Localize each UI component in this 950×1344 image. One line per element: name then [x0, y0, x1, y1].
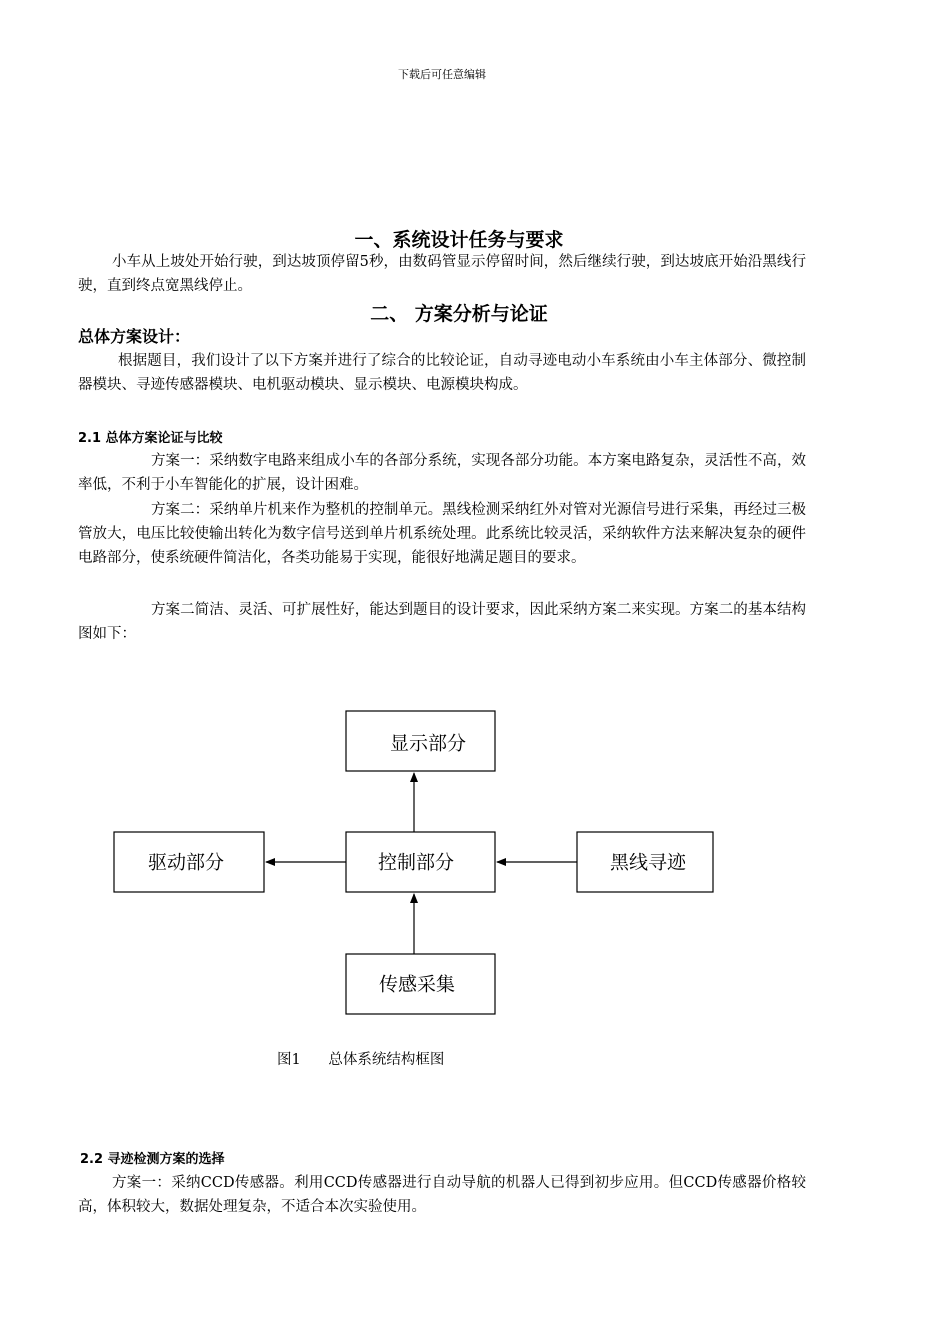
- sensor-block-label: 传感采集: [378, 973, 456, 996]
- control-block-label: 控制部分: [377, 851, 455, 874]
- control-block: [346, 832, 495, 892]
- sub22-p1: 方案一：采纳CCD传感器。利用CCD传感器进行自动导航的机器人已得到初步应用。但CCD传感器价格较高，体积较大，数据处理复杂，不适合本次实验使用。: [78, 1175, 806, 1215]
- drive-block: [114, 832, 264, 892]
- line-track-block: [577, 832, 713, 892]
- display-block: [346, 711, 495, 771]
- sub21-p3: 方案二简洁、灵活、可扩展性好，能达到题目的设计要求，因此采纳方案二来实现。方案二的基本结构图如下：: [78, 602, 806, 642]
- figure-caption: 图1 总体系统结构框图: [277, 1052, 445, 1068]
- sub22-heading: 2.2 寻迹检测方案的选择: [80, 1152, 225, 1167]
- section2-title: 二、 方案分析与论证: [370, 303, 548, 325]
- overall-paragraph: 根据题目，我们设计了以下方案并进行了综合的比较论证，自动寻迹电动小车系统由小车主体部分、微控制器模块、寻迹传感器模块、电机驱动模块、显示模块、电源模块构成。: [78, 353, 806, 393]
- display-block-label: 显示部分: [389, 732, 467, 755]
- sensor-block: [346, 954, 495, 1014]
- header-note: 下载后可任意编辑: [398, 68, 486, 81]
- drive-block-label: 驱动部分: [147, 851, 225, 874]
- section1-paragraph: 小车从上坡处开始行驶，到达坡顶停留5秒，由数码管显示停留时间，然后继续行驶，到达坡底开始沿黑线行驶，直到终点宽黑线停止。: [78, 254, 806, 294]
- section1-title: 一、系统设计任务与要求: [354, 229, 564, 251]
- sub21-heading: 2.1 总体方案论证与比较: [78, 431, 223, 446]
- sub21-p2: 方案二：采纳单片机来作为整机的控制单元。黑线检测采纳红外对管对光源信号进行采集，再经过三极管放大，电压比较使输出转化为数字信号送到单片机系统处理。此系统比较灵活，采纳软件方法来解决复杂的硬件电路部分，使系统硬件简洁化，各类功能易于实现，能很好地满足题目的要求。: [78, 502, 806, 566]
- overall-heading: 总体方案设计：: [78, 327, 191, 346]
- sub21-p1: 方案一：采纳数字电路来组成小车的各部分系统，实现各部分功能。本方案电路复杂，灵活性不高，效率低，不利于小车智能化的扩展，设计困难。: [78, 453, 806, 493]
- line-track-block-label: 黑线寻迹: [609, 851, 687, 874]
